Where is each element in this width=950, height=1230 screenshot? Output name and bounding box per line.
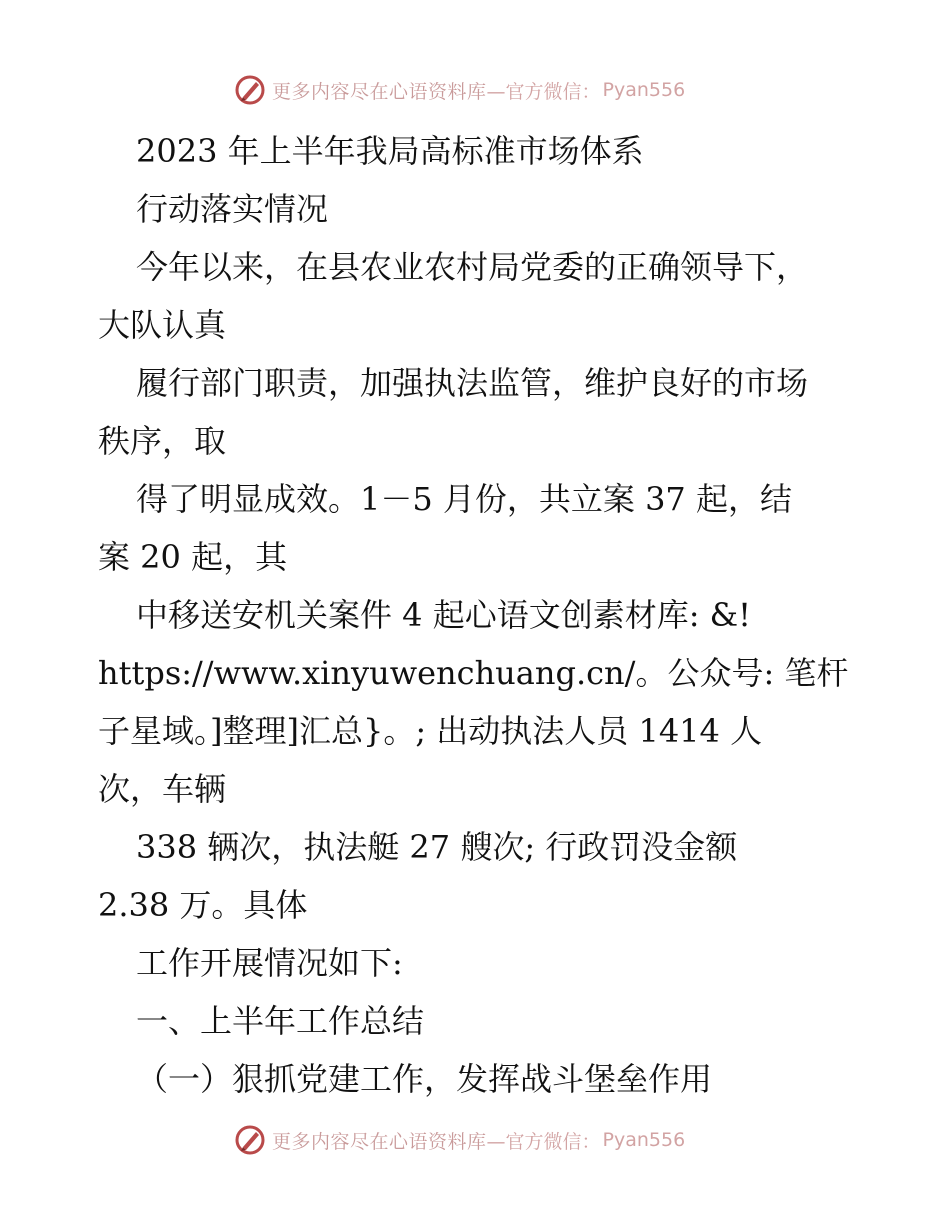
watermark-wechat-id: Pyan556 [602,79,686,101]
watermark-wechat-id: Pyan556 [602,1129,686,1151]
paragraph-line: 工作开展情况如下: [136,944,403,982]
paragraph-line: 今年以来，在县农业农村局党委的正确领导下， [136,248,809,286]
paragraph-line: 案 20 起，其 [98,538,288,576]
paragraph-line: 2.38 万。具体 [98,886,308,924]
watermark-text: 更多内容尽在心语资料库 [272,1130,487,1153]
pen-logo-icon [234,74,266,106]
paragraph-line: 秩序，取 [98,422,227,460]
paragraph-line: 得了明显成效。1－5 月份，共立案 37 起，结 [136,480,792,518]
watermark-text: 更多内容尽在心语资料库 [272,80,487,103]
document-body [98,122,868,1108]
watermark-separator: —官方微信： [486,80,601,103]
paragraph-line: 中移送安机关案件 4 起心语文创素材库: &! [136,596,752,634]
paragraph-line: 338 辆次，执法艇 27 艘次; 行政罚没金额 [136,828,738,866]
watermark-footer [234,1122,685,1158]
pen-logo-icon [234,1124,266,1156]
paragraph-line: 次，车辆 [98,770,227,808]
watermark-header [234,72,685,108]
title-line-2: 行动落实情况 [136,190,329,228]
watermark-separator: —官方微信： [486,1130,601,1153]
paragraph-line: 大队认真 [98,306,227,344]
paragraph-line: 子星域。]整理]汇总}。; 出动执法人员 1414 人 [98,712,763,750]
paragraph-line: https://www.xinyuwenchuang.cn/。公众号: 笔杆 [98,654,849,692]
subsection-heading: （一）狠抓党建工作，发挥战斗堡垒作用 [136,1060,713,1098]
paragraph-line: 履行部门职责，加强执法监管，维护良好的市场 [136,364,809,402]
section-heading: 一、上半年工作总结 [136,1002,425,1040]
title-line-1: 2023 年上半年我局高标准市场体系 [136,132,644,170]
